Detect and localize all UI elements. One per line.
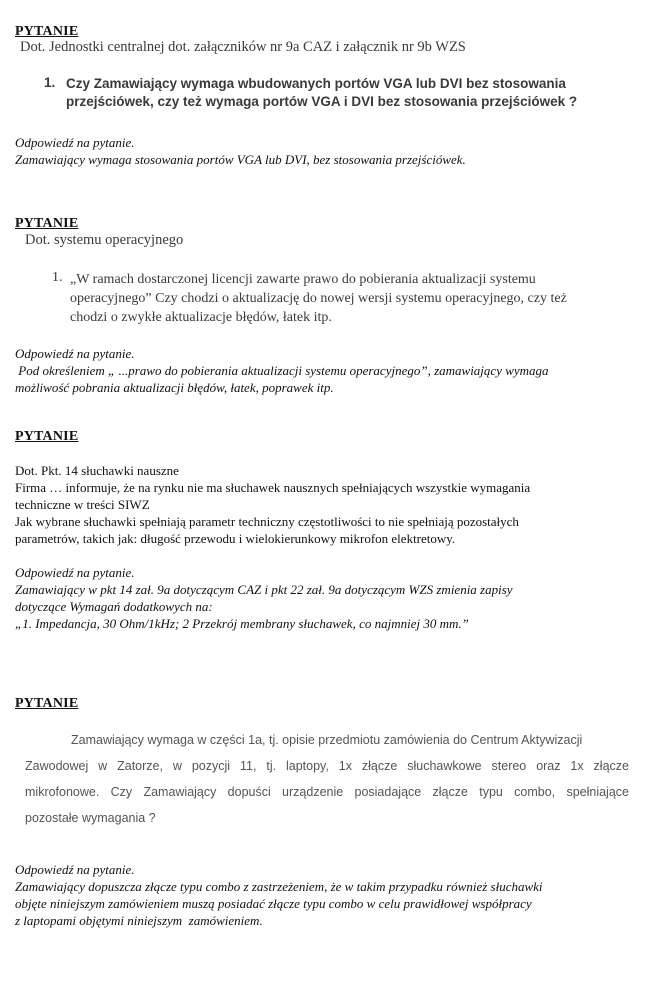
q3-line: Dot. Pkt. 14 słuchawki nauszne — [15, 463, 179, 478]
q2-item-number: 1. — [52, 270, 63, 285]
q1-answer — [15, 134, 466, 168]
q1-item-line: Czy Zamawiający wymaga wbudowanych portów VGA lub DVI bez stosowania — [66, 76, 566, 91]
q3-heading: PYTANIE — [15, 429, 79, 444]
q1-answer-label: Odpowiedź na pytanie. — [15, 135, 135, 150]
q2-item-line: chodzi o zwykłe aktualizacje błędów, łatek itp. — [70, 310, 332, 325]
q3-answer-line: „1. Impedancja, 30 Ohm/1kHz; 2 Przekrój membrany słuchawek, co najmniej 30 mm.” — [15, 616, 469, 631]
q2-answer-label: Odpowiedź na pytanie. — [15, 346, 135, 361]
q4-scanned-question — [25, 733, 629, 837]
q1-item-line: przejściówek, czy też wymaga portów VGA i DVI bez stosowania przejściówek ? — [66, 94, 578, 109]
q4-answer-label: Odpowiedź na pytanie. — [15, 862, 135, 877]
q3-line: Firma … informuje, że na rynku nie ma słuchawek nausznych spełniających wszystkie wymagania — [15, 480, 531, 495]
q1-answer-text: Zamawiający wymaga stosowania portów VGA lub DVI, bez stosowania przejściówek. — [15, 152, 466, 167]
q3-answer-line: Zamawiający w pkt 14 zał. 9a dotyczącym CAZ i pkt 22 zał. 9a dotyczącym WZS zmienia zapisy — [15, 582, 513, 597]
q4-scan-line: mikrofonowe. Czy Zamawiający dopuści urządzenie posiadające złącze typu combo, spełniające — [25, 785, 629, 799]
q2-item-text — [70, 270, 567, 327]
q1-subject: Dot. Jednostki centralnej dot. załączników nr 9a CAZ i załącznik nr 9b WZS — [20, 39, 466, 55]
q4-answer — [15, 861, 543, 929]
q2-answer-line: Pod określeniem „ ...prawo do pobierania aktualizacji systemu operacyjnego”, zamawiający wymaga — [15, 363, 549, 378]
q4-answer-line: Zamawiający dopuszcza złącze typu combo z zastrzeżeniem, że w takim przypadku również słuchawki — [15, 879, 543, 894]
q3-line: parametrów, takich jak: długość przewodu i wielokierunkowy mikrofon elektretowy. — [15, 531, 456, 546]
q4-scan-line: pozostałe wymagania ? — [25, 811, 156, 825]
q4-scan-line: Zamawiający wymaga w części 1a, tj. opisie przedmiotu zamówienia do Centrum Aktywizacji — [71, 733, 583, 747]
q1-item-text — [66, 75, 577, 111]
q2-item-line: „W ramach dostarczonej licencji zawarte prawo do pobierania aktualizacji systemu — [70, 272, 536, 287]
q1-item-number: 1. — [44, 75, 56, 90]
q3-answer-label: Odpowiedź na pytanie. — [15, 565, 135, 580]
q3-question-text — [15, 462, 530, 547]
q2-item-line: operacyjnego” Czy chodzi o aktualizację do nowej wersji systemu operacyjnego, czy też — [70, 291, 567, 306]
q4-answer-line: objęte niniejszym zamówieniem muszą posiadać złącze typu combo w celu prawidłowej współpracy — [15, 896, 532, 911]
q2-answer-line: możliwość pobrania aktualizacji błędów, łatek, poprawek itp. — [15, 380, 334, 395]
q4-heading: PYTANIE — [15, 696, 79, 711]
q2-subject: Dot. systemu operacyjnego — [25, 232, 184, 248]
q4-scan-line: Zawodowej w Zatorze, w pozycji 11, tj. laptopy, 1x złącze słuchawkowe stereo oraz 1x złącze — [25, 759, 629, 773]
q4-answer-line: z laptopami objętymi niniejszym zamówieniem. — [15, 913, 263, 928]
q3-answer-line: dotyczące Wymagań dodatkowych na: — [15, 599, 213, 614]
q2-answer — [15, 345, 549, 396]
q2-heading: PYTANIE — [15, 216, 79, 231]
q3-line: Jak wybrane słuchawki spełniają parametr techniczny częstotliwości to nie spełniają pozostałych — [15, 514, 519, 529]
q3-answer — [15, 564, 513, 632]
q3-line: techniczne w treści SIWZ — [15, 497, 150, 512]
q1-heading: PYTANIE — [15, 24, 79, 39]
